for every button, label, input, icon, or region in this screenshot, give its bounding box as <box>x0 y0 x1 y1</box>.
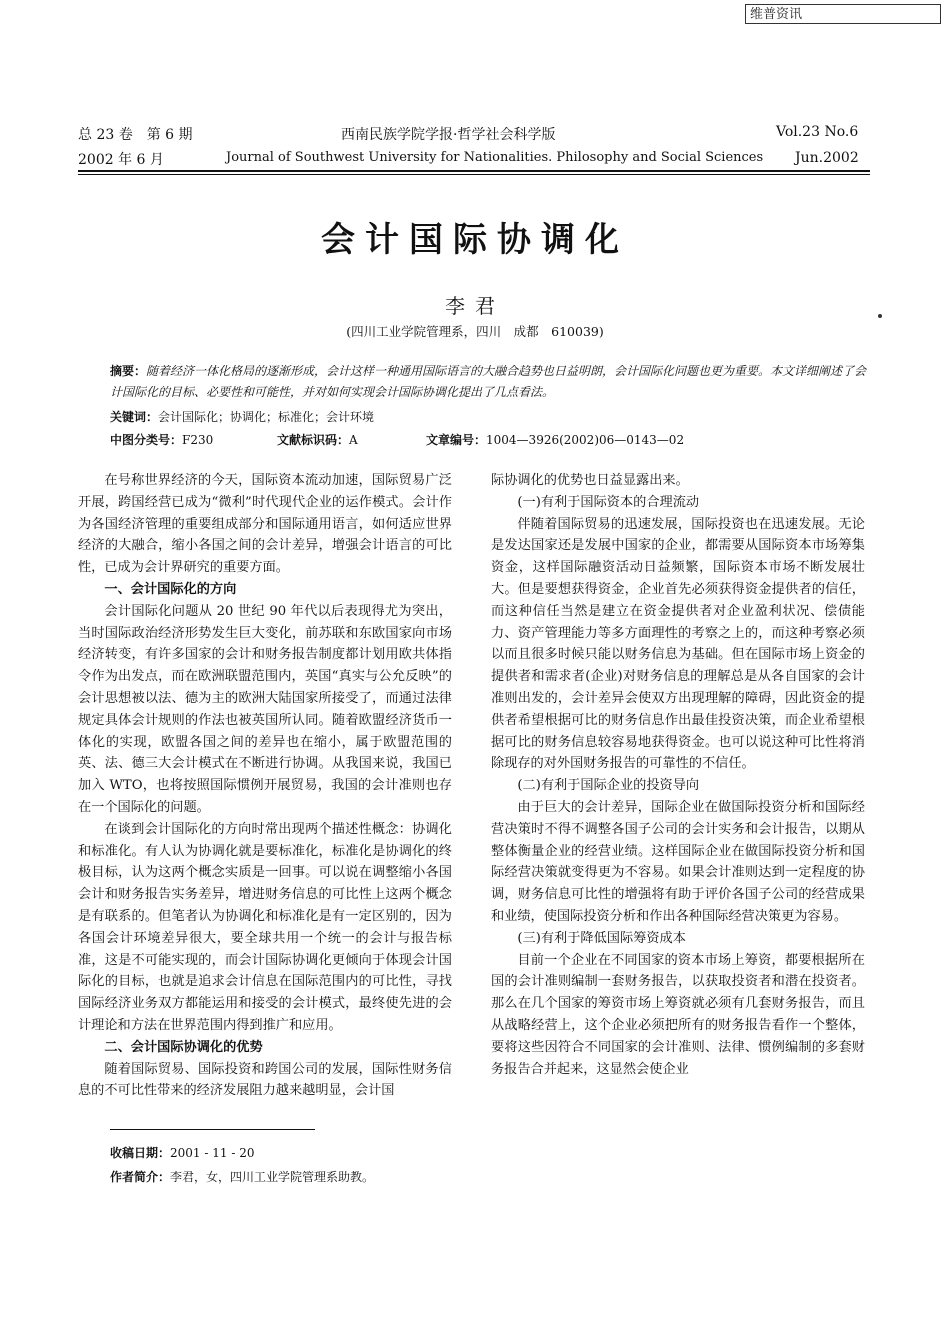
paragraph: 由于巨大的会计差异，国际企业在做国际投资分析和国际经营决策时不得不调整各国子公司的会计实务和会计报告，以期从整体衡量企业的经营业绩。这样国际企业在做国际投资分析和国际经营决策就变得更为不容易。如果会计准则达到一定程度的协调，财务信息可比性的增强将有助于评价各国子公司的经营成果和业绩，使国际投资分析和作出各种国际经营决策更为容易。 <box>491 799 865 924</box>
left-column <box>78 470 452 1102</box>
paragraph: 会计国际化问题从 20 世纪 90 年代以后表现得尤为突出，当时国际政治经济形势发生巨大变化，前苏联和东欧国家向市场经济转变，有许多国家的会计和财务报告制度都计划用欧共体指令作为出发点，而在欧洲联盟范围内，英国“真实与公允反映”的会计思想被以法、德为主的欧洲大陆国家所接受了，而通过法律规定具体会计规则的作法也被英国所认同。随着欧盟经济货币一体化的实现，欧盟各国之间的差异也在缩小，属于欧盟范围的英、法、德三大会计模式在不断进行协调。从我国来说，我国已加入 WTO，也将按照国际惯例开展贸易，我国的会计准则也存在一个国际化的问题。 <box>78 603 452 815</box>
paragraph: 在谈到会计国际化的方向时常出现两个描述性概念：协调化和标准化。有人认为协调化就是要标准化，标准化是协调化的终极目标，认为这两个概念实质是一回事。可以说在调整缩小各国会计和财务报告实务差异，增进财务信息的可比性上这两个概念是有联系的。但笔者认为协调化和标准化是有一定区别的，因为各国会计环境差异很大，要全球共用一个统一的会计与报告标准，这是不可能实现的，而会计国际协调化更倾向于体现会计国际化的目标，也就是追求会计信息在国际范围内的可比性，寻找国际经济业务双方都能运用和接受的会计模式，最终使先进的会计理论和方法在世界范围内得到推广和应用。 <box>78 821 452 1033</box>
keywords <box>110 408 374 425</box>
author-name: 李君 <box>445 294 505 318</box>
clc-value: F230 <box>182 433 214 447</box>
document-code-value: A <box>349 433 358 447</box>
received-date <box>110 1144 254 1161</box>
subsection-heading: (二)有利于国际企业的投资导向 <box>517 778 700 794</box>
clc-label: 中图分类号： <box>110 433 183 447</box>
article-number-label: 文章编号： <box>426 433 487 447</box>
keywords-text: 会计国际化；协调化；标准化；会计环境 <box>158 410 375 424</box>
header-rule-thick <box>78 170 870 172</box>
right-column <box>491 470 865 1080</box>
paragraph: 伴随着国际贸易的迅速发展，国际投资也在迅速发展。无论是发达国家还是发展中国家的企业，都需要从国际资本市场筹集资金，这样国际融资活动日益频繁，国际资本市场不断发展壮大。但是要想获得资金，企业首先必须获得资金提供者的信任，而这种信任当然是建立在资金提供者对企业盈利状况、偿债能力、资产管理能力等多方面理性的考察之上的，而这种考察必须以而且很多时候只能以财务信息为基础。但在国际市场上资金的提供者和需求者(企业)对财务信息的理解总是从各自国家的会计准则出发的，会计差异会使双方出现理解的障碍，因此资金的提供者希望根据可比的财务信息作出最佳投资决策，而企业希望根据可比的财务信息较容易地获得资金。也可以说这种可比性将消除现存的对外国财务报告的可靠性的不信任。 <box>491 516 865 772</box>
subsection-heading: (三)有利于降低国际筹资成本 <box>517 930 686 946</box>
abstract-text: 随着经济一体化格局的逐渐形成，会计这样一种通用国际语言的大融合趋势也日益明朗，会计国际化问题也更为重要。本文详细阐述了会计国际化的目标、必要性和可能性，并对如何实现会计国际协调化提出了几点看法。 <box>110 364 867 399</box>
clc-number <box>110 431 213 448</box>
paragraph: 目前一个企业在不同国家的资本市场上筹资，都要根据所在国的会计准则编制一套财务报告，以获取投资者和潜在投资者。那么在几个国家的筹资市场上筹资就必须有几套财务报告，而且从战略经营上，这个企业必须把所有的财务报告看作一个整体，要将这些因符合不同国家的会计准则、法律、惯例编制的多套财务报告合并起来，这显然会使企业 <box>491 952 865 1077</box>
document-code <box>277 431 358 448</box>
volume-issue-en: Vol.23 No.6 <box>776 124 859 140</box>
article-number <box>426 431 684 448</box>
article-number-value: 1004—3926(2002)06—0143—02 <box>486 433 685 447</box>
date-cn: 2002 年 6 月 <box>78 152 164 168</box>
paragraph: 际协调化的优势也日益显露出来。 <box>491 473 689 488</box>
header-rule-thin <box>78 174 870 175</box>
abstract-label: 摘要： <box>110 364 147 378</box>
section-heading: 二、会计国际协调化的优势 <box>104 1039 263 1055</box>
date-en: Jun.2002 <box>795 150 859 166</box>
paragraph: 随着国际贸易、国际投资和跨国公司的发展，国际性财务信息的不可比性带来的经济发展阻力越来越明显，会计国 <box>78 1061 452 1099</box>
scan-mark <box>878 314 882 318</box>
article-title: 会计国际协调化 <box>321 220 629 260</box>
watermark: 维普资讯 <box>745 4 941 24</box>
subsection-heading: (一)有利于国际资本的合理流动 <box>517 494 700 510</box>
volume-issue-cn: 总 23 卷 第 6 期 <box>78 127 193 143</box>
abstract <box>110 361 868 403</box>
author-bio-label: 作者简介： <box>110 1170 171 1184</box>
journal-title-en: Journal of Southwest University for Nationalities. Philosophy and Social Sciences <box>226 150 764 165</box>
author-bio <box>110 1168 374 1185</box>
section-heading: 一、会计国际化的方向 <box>104 581 237 597</box>
received-value: 2001 - 11 - 20 <box>170 1146 255 1160</box>
received-label: 收稿日期： <box>110 1146 171 1160</box>
paragraph: 在号称世界经济的今天，国际资本流动加速，国际贸易广泛开展，跨国经营已成为“微利”时代现代企业的运作模式。会计作为各国经济管理的重要组成部分和国际通用语言，如何适应世界经济的大融合，缩小各国之间的会计差异，增强会计语言的可比性，已成为会计界研究的重要方面。 <box>78 473 452 576</box>
keywords-label: 关键词： <box>110 410 159 424</box>
author-bio-text: 李君，女，四川工业学院管理系助教。 <box>170 1170 375 1184</box>
footnote-rule <box>110 1129 315 1130</box>
author-affiliation: (四川工业学院管理系，四川 成都 610039) <box>346 324 604 339</box>
document-code-label: 文献标识码： <box>277 433 350 447</box>
journal-title-cn: 西南民族学院学报·哲学社会科学版 <box>341 127 556 143</box>
